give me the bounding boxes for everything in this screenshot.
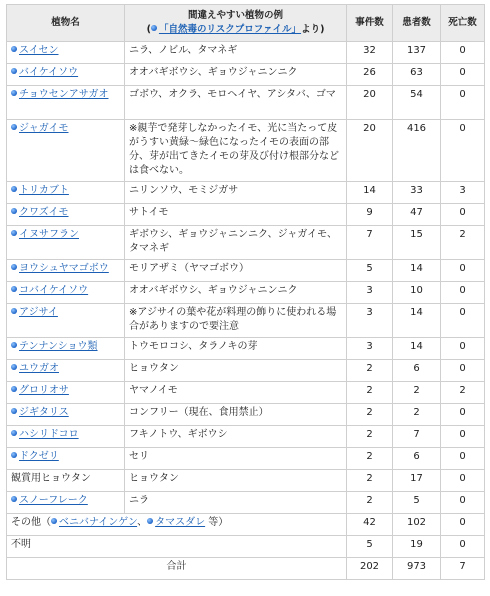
table-row-other — [7, 514, 485, 536]
example-cell: ※親芋で発芽しなかったイモ、光に当たって皮がうすい黄緑～緑色になったイモの表面の部分、芽が出てきたイモの芽及び付け根部分などは食べない。 — [125, 120, 347, 182]
incidents-cell: 7 — [347, 226, 393, 260]
patients-cell: 33 — [393, 182, 441, 204]
table-row — [7, 382, 485, 404]
link-bullet-icon — [11, 90, 17, 96]
plant-link[interactable]: ジャガイモ — [19, 123, 69, 134]
example-cell: コンフリー（現在、食用禁止） — [125, 404, 347, 426]
header-example-title: 間違えやすい植物の例 — [187, 10, 283, 21]
incidents-cell: 5 — [347, 260, 393, 282]
plant-cell — [7, 304, 125, 338]
patients-cell: 10 — [393, 282, 441, 304]
header-incidents: 事件数 — [347, 5, 393, 42]
link-bullet-icon — [11, 342, 17, 348]
deaths-cell: 0 — [441, 448, 485, 470]
plant-link[interactable]: ヨウシュヤマゴボウ — [19, 263, 109, 274]
plant-cell — [7, 226, 125, 260]
link-bullet-icon — [151, 25, 157, 31]
plant-link[interactable]: ユウガオ — [19, 363, 59, 374]
deaths-cell: 0 — [441, 514, 485, 536]
incidents-cell: 20 — [347, 120, 393, 182]
total-deaths: 7 — [441, 558, 485, 580]
deaths-cell: 0 — [441, 204, 485, 226]
patients-cell: 15 — [393, 226, 441, 260]
total-label: 合計 — [7, 558, 347, 580]
plant-link[interactable]: チョウセンアサガオ — [19, 89, 109, 100]
plant-link[interactable]: コバイケイソウ — [19, 285, 89, 296]
patients-cell: 416 — [393, 120, 441, 182]
total-patients: 973 — [393, 558, 441, 580]
deaths-cell: 0 — [441, 404, 485, 426]
other-link-1[interactable]: ベニバナインゲン — [59, 517, 138, 528]
deaths-cell: 0 — [441, 426, 485, 448]
link-bullet-icon — [147, 518, 153, 524]
plant-cell — [7, 426, 125, 448]
plant-cell — [7, 360, 125, 382]
table-row — [7, 404, 485, 426]
plant-cell — [7, 260, 125, 282]
plant-cell — [7, 120, 125, 182]
example-cell: ニリンソウ、モミジガサ — [125, 182, 347, 204]
patients-cell: 2 — [393, 404, 441, 426]
incidents-cell: 5 — [347, 536, 393, 558]
incidents-cell: 2 — [347, 470, 393, 492]
example-cell: フキノトウ、ギボウシ — [125, 426, 347, 448]
patients-cell: 137 — [393, 42, 441, 64]
link-bullet-icon — [11, 308, 17, 314]
table-row — [7, 338, 485, 360]
example-cell: ヒョウタン — [125, 360, 347, 382]
incidents-cell: 2 — [347, 448, 393, 470]
table-row — [7, 282, 485, 304]
link-bullet-icon — [11, 186, 17, 192]
patients-cell: 19 — [393, 536, 441, 558]
table-row — [7, 304, 485, 338]
incidents-cell: 3 — [347, 282, 393, 304]
deaths-cell: 0 — [441, 536, 485, 558]
total-incidents: 202 — [347, 558, 393, 580]
other-link-2[interactable]: タマスダレ — [155, 517, 206, 528]
incidents-cell: 2 — [347, 492, 393, 514]
link-bullet-icon — [11, 46, 17, 52]
deaths-cell: 0 — [441, 338, 485, 360]
incidents-cell: 42 — [347, 514, 393, 536]
plant-cell — [7, 282, 125, 304]
plant-link[interactable]: ジギタリス — [19, 407, 69, 418]
plant-cell — [7, 404, 125, 426]
plant-link[interactable]: スノーフレーク — [19, 495, 88, 506]
plant-cell — [7, 42, 125, 64]
incidents-cell: 3 — [347, 304, 393, 338]
table-row — [7, 226, 485, 260]
plant-link[interactable]: アジサイ — [19, 307, 58, 318]
link-bullet-icon — [11, 430, 17, 436]
plant-cell — [7, 448, 125, 470]
patients-cell: 14 — [393, 260, 441, 282]
table-row — [7, 182, 485, 204]
plant-cell — [7, 382, 125, 404]
deaths-cell: 0 — [441, 120, 485, 182]
patients-cell: 63 — [393, 64, 441, 86]
incidents-cell: 14 — [347, 182, 393, 204]
patients-cell: 54 — [393, 86, 441, 120]
table-row — [7, 42, 485, 64]
unknown-cell: 不明 — [7, 536, 347, 558]
plant-link[interactable]: グロリオサ — [19, 385, 69, 396]
header-patients: 患者数 — [393, 5, 441, 42]
link-bullet-icon — [11, 452, 17, 458]
example-cell: トウモロコシ、タラノキの芽 — [125, 338, 347, 360]
plant-cell — [7, 492, 125, 514]
link-bullet-icon — [51, 518, 57, 524]
patients-cell: 14 — [393, 338, 441, 360]
link-bullet-icon — [11, 408, 17, 414]
plant-link[interactable]: ハシリドコロ — [19, 429, 79, 440]
patients-cell: 7 — [393, 426, 441, 448]
plant-link[interactable]: クワズイモ — [19, 207, 69, 218]
table-row — [7, 86, 485, 120]
example-cell: ※アジサイの葉や花が料理の飾りに使われる場合がありますので要注意 — [125, 304, 347, 338]
link-bullet-icon — [11, 364, 17, 370]
incidents-cell: 20 — [347, 86, 393, 120]
link-bullet-icon — [11, 230, 17, 236]
table-row-unknown — [7, 536, 485, 558]
header-plant: 植物名 — [7, 5, 125, 42]
plant-cell — [7, 64, 125, 86]
plant-name: 観賞用ヒョウタン — [11, 473, 91, 484]
link-bullet-icon — [11, 264, 17, 270]
deaths-cell: 0 — [441, 42, 485, 64]
deaths-cell: 2 — [441, 382, 485, 404]
plant-link[interactable]: スイセン — [19, 45, 59, 56]
incidents-cell: 2 — [347, 404, 393, 426]
patients-cell: 6 — [393, 448, 441, 470]
header-example — [125, 5, 347, 42]
deaths-cell: 0 — [441, 304, 485, 338]
patients-cell: 2 — [393, 382, 441, 404]
table-row-total — [7, 558, 485, 580]
poisonous-plant-table — [6, 4, 485, 580]
deaths-cell: 0 — [441, 360, 485, 382]
incidents-cell: 2 — [347, 426, 393, 448]
example-cell: ヒョウタン — [125, 470, 347, 492]
link-bullet-icon — [11, 124, 17, 130]
plant-cell — [7, 204, 125, 226]
header-example-source: ( 「自然毒のリスクプロファイル」より) — [146, 24, 325, 35]
link-bullet-icon — [11, 386, 17, 392]
patients-cell: 102 — [393, 514, 441, 536]
other-cell: その他（ ベニバナインゲン、 タマスダレ 等） — [7, 514, 347, 536]
deaths-cell: 3 — [441, 182, 485, 204]
table-row — [7, 448, 485, 470]
patients-cell: 6 — [393, 360, 441, 382]
deaths-cell: 0 — [441, 470, 485, 492]
patients-cell: 14 — [393, 304, 441, 338]
table-row — [7, 260, 485, 282]
example-cell: ギボウシ、ギョウジャニンニク、ジャガイモ、タマネギ — [125, 226, 347, 260]
example-cell: セリ — [125, 448, 347, 470]
example-cell: ゴボウ、オクラ、モロヘイヤ、アシタバ、ゴマ — [125, 86, 347, 120]
incidents-cell: 2 — [347, 382, 393, 404]
example-cell: ヤマノイモ — [125, 382, 347, 404]
deaths-cell: 0 — [441, 492, 485, 514]
deaths-cell: 0 — [441, 86, 485, 120]
link-bullet-icon — [11, 208, 17, 214]
table-row — [7, 470, 485, 492]
link-bullet-icon — [11, 68, 17, 74]
plant-cell — [7, 86, 125, 120]
incidents-cell: 3 — [347, 338, 393, 360]
plant-link[interactable]: ドクゼリ — [19, 451, 59, 462]
table-row — [7, 360, 485, 382]
example-cell: オオバギボウシ、ギョウジャニンニク — [125, 64, 347, 86]
incidents-cell: 9 — [347, 204, 393, 226]
link-bullet-icon — [11, 496, 17, 502]
plant-cell — [7, 182, 125, 204]
incidents-cell: 32 — [347, 42, 393, 64]
deaths-cell: 2 — [441, 226, 485, 260]
table-header-row — [7, 5, 485, 42]
example-cell: サトイモ — [125, 204, 347, 226]
table-row — [7, 64, 485, 86]
patients-cell: 17 — [393, 470, 441, 492]
table-row — [7, 204, 485, 226]
deaths-cell: 0 — [441, 64, 485, 86]
example-cell: モリアザミ（ヤマゴボウ） — [125, 260, 347, 282]
incidents-cell: 26 — [347, 64, 393, 86]
plant-cell — [7, 338, 125, 360]
deaths-cell: 0 — [441, 282, 485, 304]
plant-link[interactable]: イヌサフラン — [19, 229, 79, 240]
header-deaths: 死亡数 — [441, 5, 485, 42]
patients-cell: 47 — [393, 204, 441, 226]
incidents-cell: 2 — [347, 360, 393, 382]
plant-link[interactable]: テンナンショウ類 — [19, 341, 98, 352]
plant-link[interactable]: バイケイソウ — [19, 67, 79, 78]
table-row — [7, 120, 485, 182]
risk-profile-link[interactable]: 「自然毒のリスクプロファイル」 — [158, 24, 302, 35]
patients-cell: 5 — [393, 492, 441, 514]
deaths-cell: 0 — [441, 260, 485, 282]
example-cell: ニラ、ノビル、タマネギ — [125, 42, 347, 64]
table-row — [7, 492, 485, 514]
example-cell: ニラ — [125, 492, 347, 514]
plant-link[interactable]: トリカブト — [19, 185, 69, 196]
table-row — [7, 426, 485, 448]
link-bullet-icon — [11, 286, 17, 292]
plant-cell — [7, 470, 125, 492]
example-cell: オオバギボウシ、ギョウジャニンニク — [125, 282, 347, 304]
